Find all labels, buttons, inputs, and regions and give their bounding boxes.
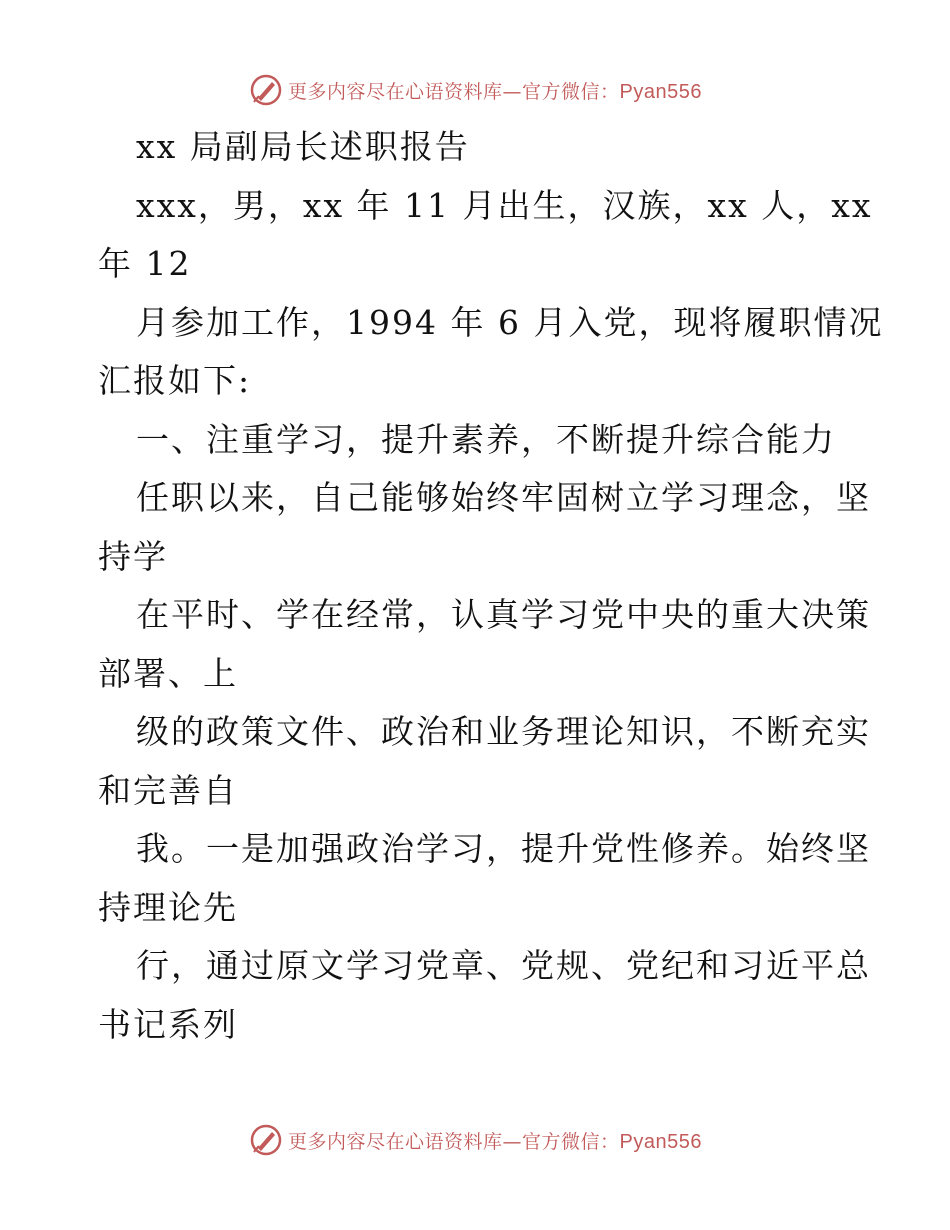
- section-heading: 一、注重学习，提升素养，不断提升综合能力: [136, 419, 836, 459]
- footer-wechat-id: Pyan556: [619, 1130, 702, 1153]
- paragraph-line: 汇报如下:: [98, 361, 252, 400]
- paragraph-line: 在平时、学在经常，认真学习党中央的重大决策: [136, 595, 871, 634]
- footer-banner: [0, 1118, 950, 1162]
- header-banner-text: [288, 77, 702, 104]
- paragraph-line: 月参加工作，1994 年 6 月入党，现将履职情况: [136, 302, 884, 342]
- paragraph-line: 持学: [98, 536, 168, 576]
- paragraph-line: 和完善自: [98, 770, 238, 810]
- paragraph-line: 持理论先: [98, 887, 238, 927]
- header-banner: [0, 68, 950, 112]
- footer-banner-text: [288, 1127, 702, 1154]
- paragraph-line: 级的政策文件、政治和业务理论知识，不断充实: [136, 712, 871, 751]
- paragraph-line: 年 12: [98, 244, 192, 283]
- header-wechat-id: Pyan556: [619, 80, 702, 103]
- pen-logo-icon: [248, 72, 284, 108]
- paragraph-line: 部署、上: [98, 653, 238, 693]
- document-title: xx 局副局长述职报告: [136, 127, 470, 166]
- paragraph-line: 行，通过原文学习党章、党规、党纪和习近平总: [136, 946, 871, 985]
- document-body: [98, 118, 884, 1054]
- pen-logo-icon: [248, 1122, 284, 1158]
- paragraph-line: 书记系列: [98, 1004, 238, 1044]
- paragraph-line: 任职以来，自己能够始终牢固树立学习理念，坚: [136, 478, 871, 517]
- paragraph-line: 我。一是加强政治学习，提升党性修养。始终坚: [136, 829, 871, 868]
- header-banner-label: 更多内容尽在心语资料库—官方微信：: [288, 80, 620, 103]
- paragraph-line: xxx，男，xx 年 11 月出生，汉族，xx 人，xx: [136, 185, 873, 225]
- footer-banner-label: 更多内容尽在心语资料库—官方微信：: [288, 1130, 620, 1153]
